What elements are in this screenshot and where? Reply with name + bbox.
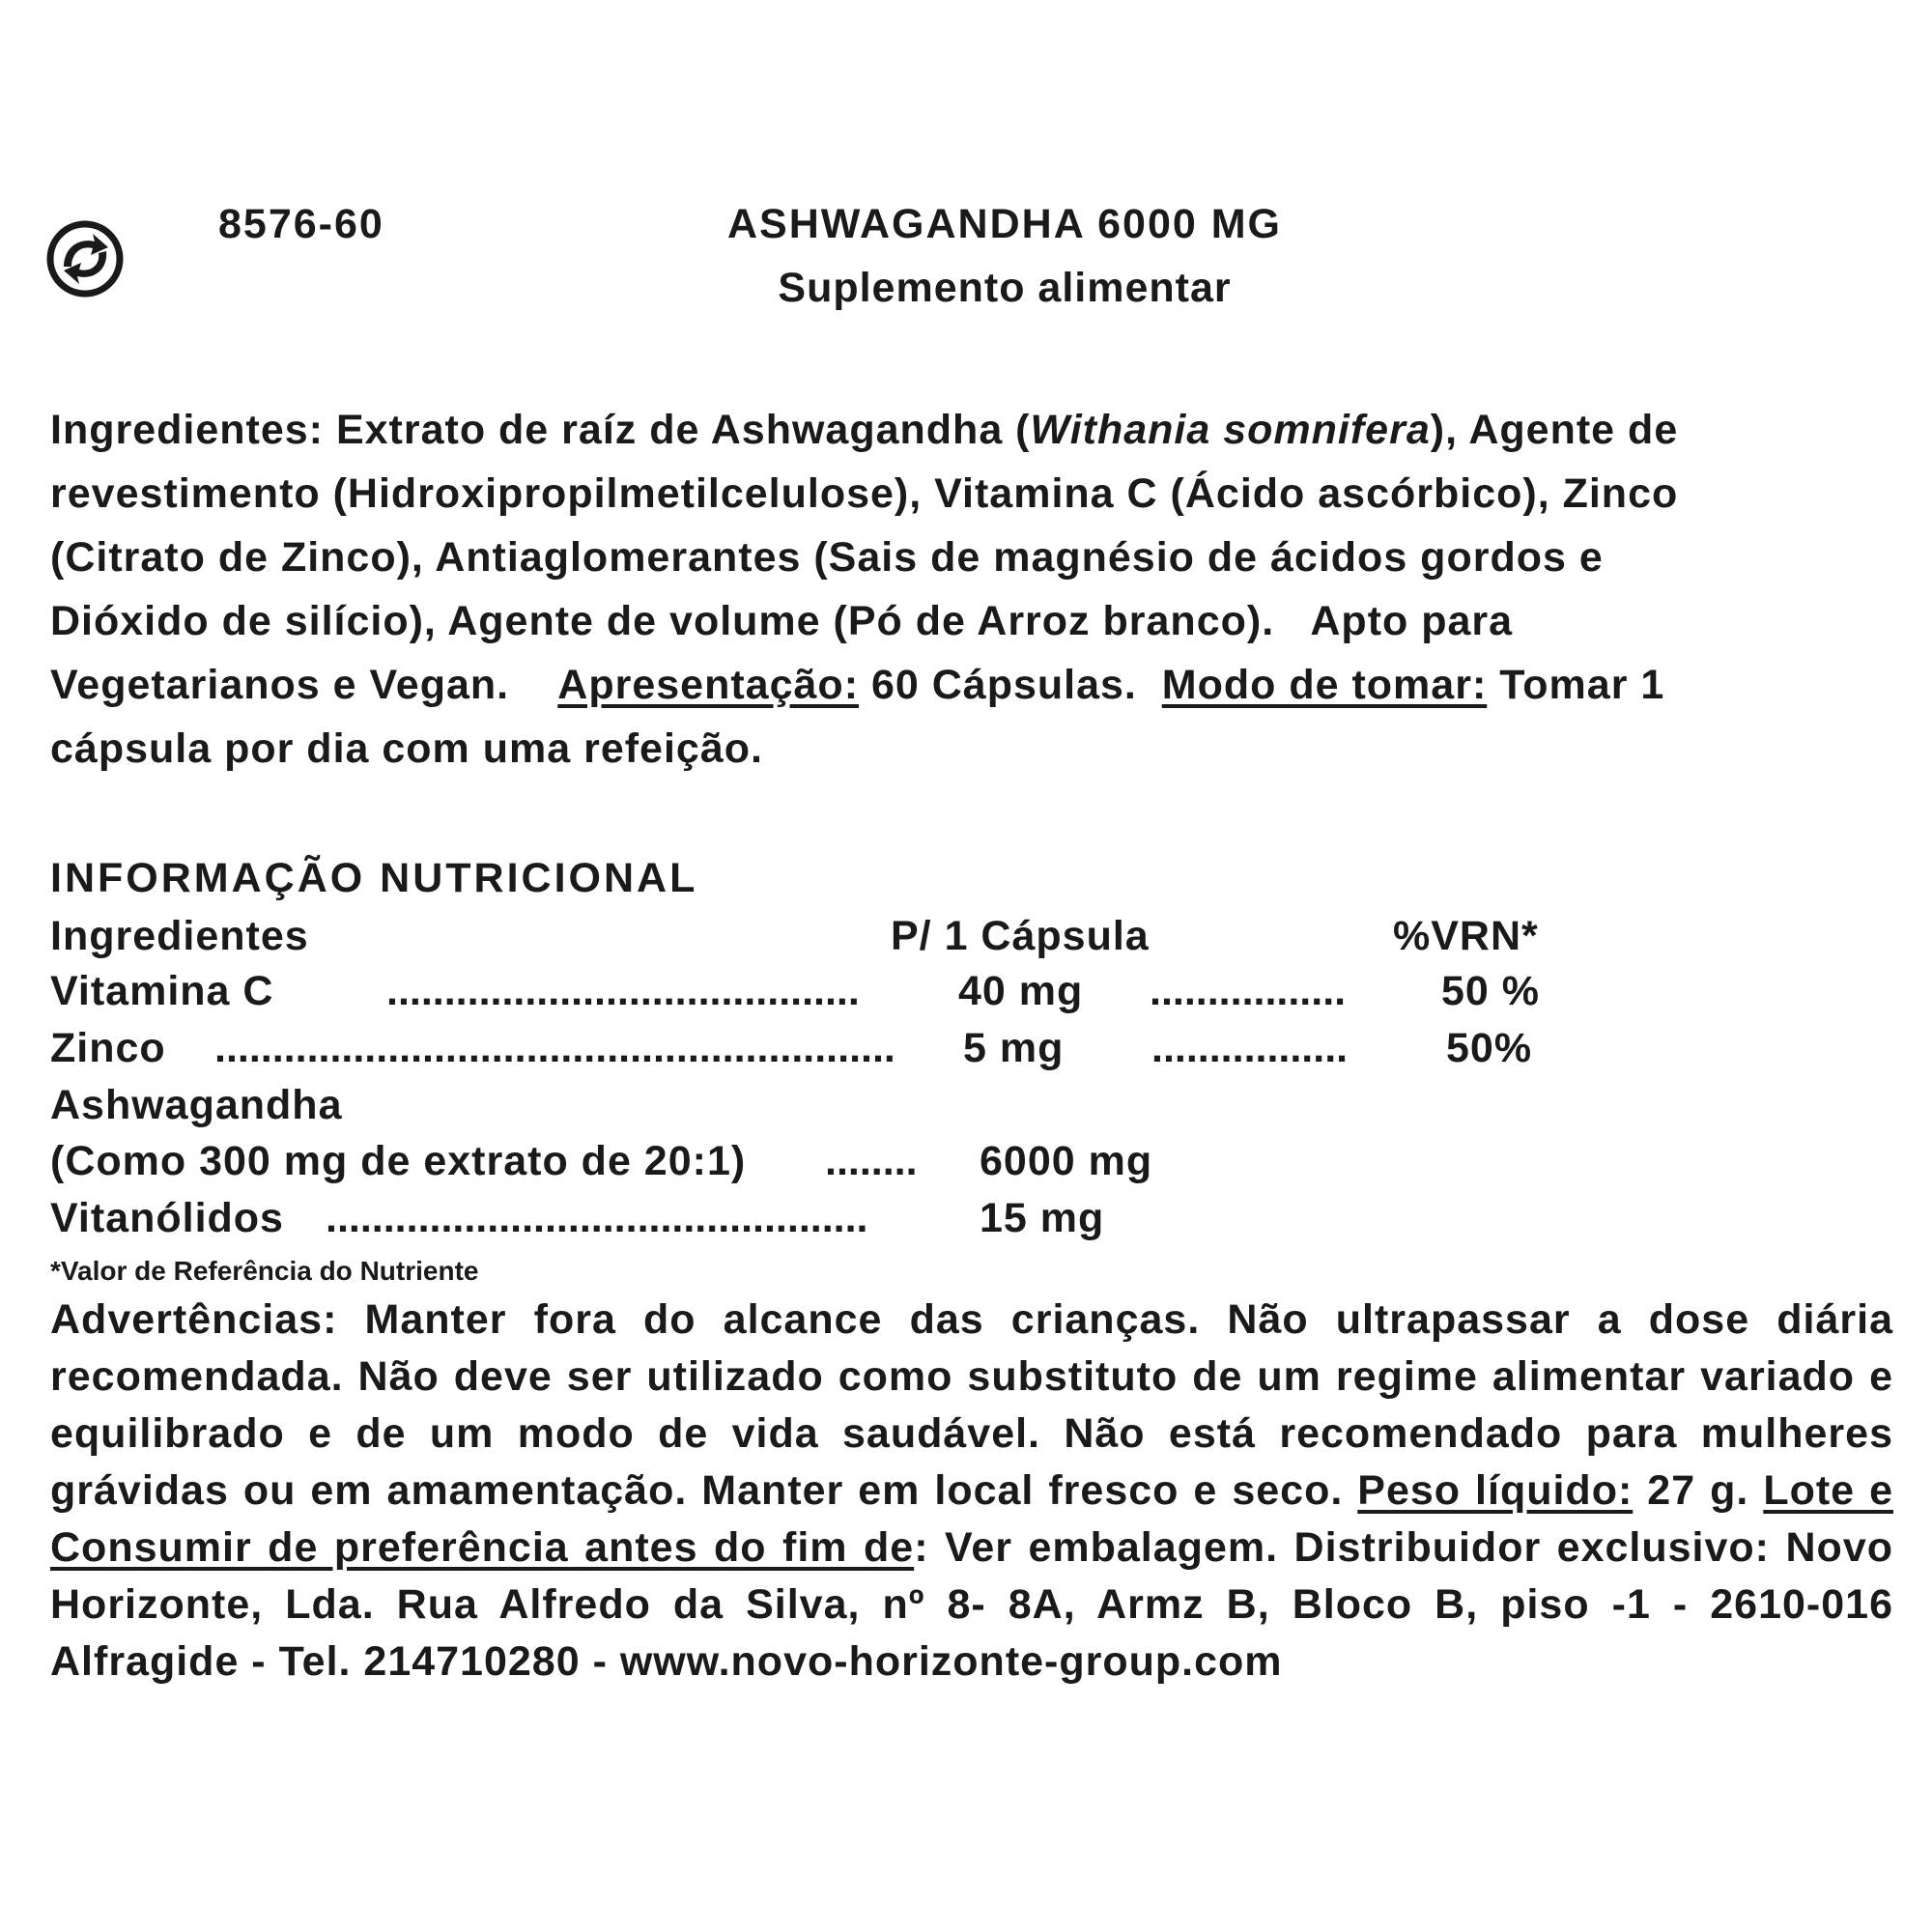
footnote: *Valor de Referência do Nutriente	[50, 1256, 479, 1286]
ingredients-line: cápsula por dia com uma refeição.	[50, 725, 763, 772]
dot-leader: ...............................................	[326, 1195, 868, 1241]
green-dot-recycling-icon	[46, 220, 124, 298]
nutrition-heading: INFORMAÇÃO NUTRICIONAL	[50, 855, 698, 901]
presentation-label: Apresentação:	[557, 662, 860, 708]
ingredients-label: Ingredientes:	[50, 407, 324, 453]
ingredients-text: ), Agente de	[1430, 407, 1679, 453]
lot-value: : Ver embalagem.	[914, 1524, 1294, 1571]
ingredients-line: (Citrato de Zinco), Antiaglomerantes (Sais de magnésio de ácidos gordos e	[50, 534, 1604, 581]
ingredients-line: revestimento (Hidroxipropilmetilcelulose), Vitamina C (Ácido ascórbico), Zinco	[50, 470, 1679, 517]
nutrient-amount: 15 mg	[980, 1195, 1105, 1241]
dot-leader: .................	[1150, 968, 1347, 1014]
dot-leader: ...........................................................	[214, 1025, 895, 1071]
lot-label: Lote e Consumir de preferência antes do fim de	[50, 1467, 1893, 1571]
ingredients-line	[50, 653, 1895, 717]
nutrient-amount: 6000 mg	[980, 1138, 1153, 1184]
nutrient-name: Ashwagandha	[50, 1082, 343, 1128]
nutrient-name: Zinco	[50, 1025, 166, 1071]
dot-leader: .................	[1151, 1025, 1349, 1071]
distributor-info: Distribuidor exclusivo: Novo Horizonte, Lda. Rua Alfredo da Silva, nº 8- 8A, Armz B, Bloco B, piso -1 - 2610-016 Alfragide - Tel. 214710280 - www.novo-horizonte-group.com	[50, 1524, 1893, 1685]
nutrient-name: (Como 300 mg de extrato de 20:1)	[50, 1138, 747, 1184]
nutrient-vrn: 50%	[1446, 1025, 1533, 1071]
ingredients-line	[50, 398, 1895, 462]
nutrient-vrn: 50 %	[1441, 968, 1541, 1014]
warnings-paragraph	[50, 1292, 1893, 1690]
nutrient-name: Vitamina C	[50, 968, 274, 1014]
nutrient-amount: 40 mg	[958, 968, 1084, 1014]
ingredients-line: Dióxido de silício), Agente de volume (Pó de Arroz branco). Apto para	[50, 598, 1514, 644]
warnings-label: Advertências:	[50, 1296, 338, 1343]
nutrient-amount: 5 mg	[963, 1025, 1065, 1071]
column-header-per-capsule: P/ 1 Cápsula	[891, 913, 1150, 959]
column-header-vrn: %VRN*	[1393, 913, 1539, 959]
warnings-text: Manter fora do alcance das crianças. Não ultrapassar a dose diária recomendada. Não deve ser utilizado como substituto de um regime alimentar variado e equilibrado e de um modo de vida saudável. Não está recomendado para mulheres grávidas ou em amamentação. Manter em local fresco e seco.	[50, 1296, 1893, 1514]
ingredients-text: Vegetarianos e Vegan.	[50, 662, 558, 708]
net-weight-value: 27 g.	[1633, 1467, 1764, 1514]
product-subtitle: Suplemento alimentar	[778, 265, 1232, 311]
presentation-value: 60 Cápsulas.	[859, 662, 1162, 708]
nutrient-name: Vitanólidos	[50, 1195, 284, 1241]
product-title: ASHWAGANDHA 6000 MG	[727, 201, 1282, 247]
net-weight-label: Peso líquido:	[1357, 1467, 1634, 1514]
dosage-value: Tomar 1	[1487, 662, 1665, 708]
ingredients-text: Extrato de raíz de Ashwagandha (	[324, 407, 1031, 453]
product-code: 8576-60	[218, 201, 384, 247]
latin-name: Withania somnifera	[1030, 407, 1431, 453]
ingredients-paragraph	[50, 398, 1895, 781]
dosage-label: Modo de tomar:	[1161, 662, 1488, 708]
dot-leader: ........	[825, 1138, 918, 1184]
dot-leader: .........................................	[386, 968, 860, 1014]
column-header-ingredient: Ingredientes	[50, 913, 309, 959]
